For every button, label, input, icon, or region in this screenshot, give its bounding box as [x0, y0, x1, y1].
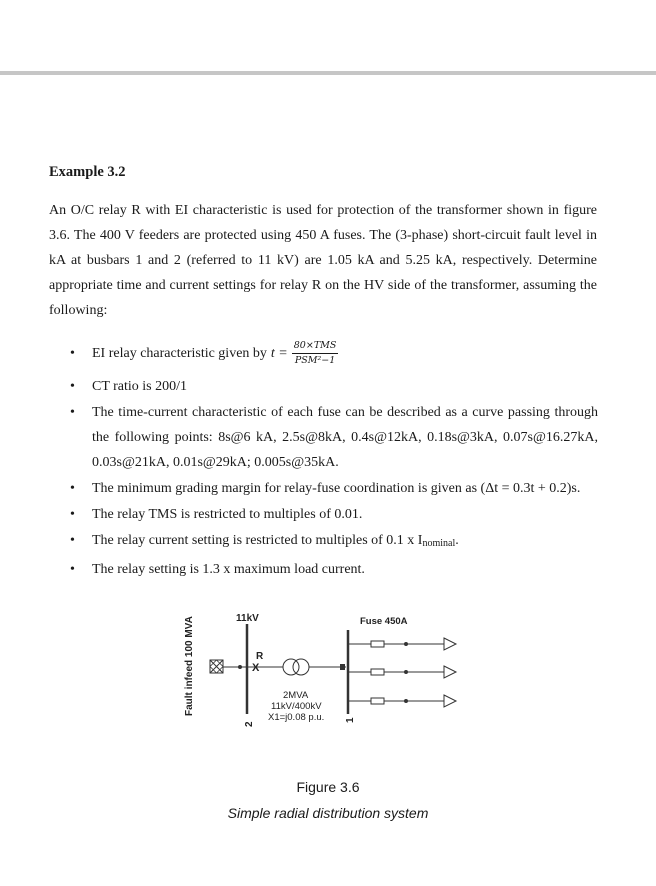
formula-lhs: t = — [270, 345, 288, 361]
bullet-icon: • — [70, 533, 75, 548]
list-item — [0, 337, 598, 369]
bus-1-label: 1 — [345, 717, 356, 723]
bullet-end: . — [455, 533, 459, 548]
bullet-icon: • — [70, 346, 75, 361]
relay-r-label: R — [256, 651, 264, 662]
list-item — [0, 374, 598, 399]
subscript-nominal: nominal — [422, 538, 456, 549]
list-item — [0, 557, 598, 582]
figure-number: Figure 3.6 — [296, 779, 360, 795]
assumptions-list — [0, 337, 656, 582]
bullet-text: EI relay characteristic given by — [92, 345, 267, 361]
list-item — [0, 400, 598, 475]
formula-denominator: PSM²−1 — [294, 354, 336, 366]
list-item — [0, 502, 598, 527]
formula-fraction — [292, 340, 339, 367]
bullet-text: The minimum grading margin for relay-fuse coordination is given as (Δt = 0.3t + 0.2)s. — [92, 481, 581, 496]
list-item — [0, 476, 598, 501]
fuse-label: Fuse 450A — [360, 616, 408, 627]
top-rule — [0, 71, 656, 75]
problem-paragraph: An O/C relay R with EI characteristic is used for protection of the transformer shown in figure 3.6. The 400 V feeders are protected using 450 A fuses. The (3-phase) short-circuit fault level in kA at busbars 1 and 2 (referred to 11 kV) are 1.05 kA and 5.25 kA, respectively. Determine appropriate time and current settings for relay R on the HV side of the transformer, assuming the following: — [49, 203, 597, 318]
transformer-symbol — [283, 659, 309, 675]
bullet-icon: • — [70, 405, 75, 420]
relay-formula — [271, 340, 338, 367]
bullet-icon: • — [70, 481, 75, 496]
feeder-1 — [348, 638, 456, 650]
bus-11kv-label: 11kV — [236, 613, 259, 624]
radial-system-diagram — [180, 602, 480, 732]
transformer-voltage: 11kV/400kV — [271, 701, 322, 712]
source-symbol — [210, 660, 223, 673]
figure-title: Simple radial distribution system — [227, 805, 429, 821]
bullet-text: The time-current characteristic of each fuse can be described as a curve passing through the following points: 8s@6 kA, 2.5s@8kA, 0.4s@12kA, 0.18s@3kA, 0.07s@16.27kA, 0.03s@21kA, 0.01s@29kA; 0.005s@35kA. — [92, 405, 598, 470]
bullet-text: The relay current setting is restricted to multiples of 0.1 x I — [92, 533, 423, 548]
bullet-text: The relay setting is 1.3 x maximum load current. — [92, 562, 365, 577]
transformer-rating: 2MVA — [283, 690, 309, 701]
formula-numerator: 80×TMS — [292, 340, 339, 354]
list-item — [0, 528, 598, 556]
bullet-icon: • — [70, 562, 75, 577]
transformer-reactance: X1=j0.08 p.u. — [268, 712, 325, 723]
bullet-text: The relay TMS is restricted to multiples of 0.01. — [92, 507, 363, 522]
bullet-text: CT ratio is 200/1 — [92, 379, 188, 394]
bullet-icon: • — [70, 379, 75, 394]
bullet-icon: • — [70, 507, 75, 522]
example-heading: Example 3.2 — [49, 164, 126, 180]
feeder-3 — [348, 695, 456, 707]
infeed-label: Fault infeed 100 MVA — [184, 616, 195, 716]
bus-2-label: 2 — [244, 721, 255, 727]
breaker-x-label: X — [252, 662, 260, 674]
feeder-2 — [348, 666, 456, 678]
